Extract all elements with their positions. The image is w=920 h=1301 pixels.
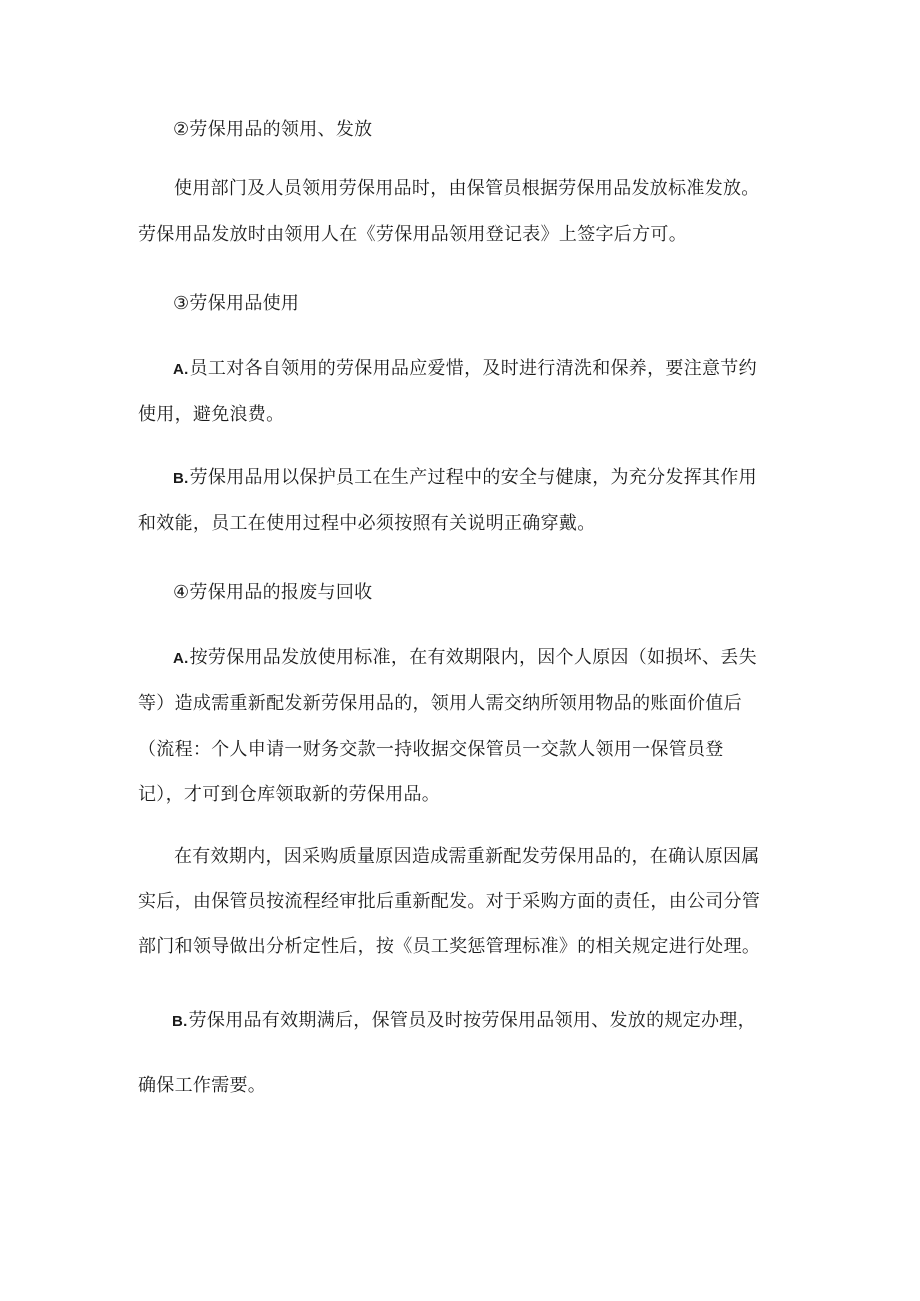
item-text: 劳保用品有效期满后，保管员及时按劳保用品领用、发放的规定办理， <box>188 1010 756 1031</box>
sec4-para-line-2: 实后，由保管员按流程经审批后重新配发。对于采购方面的责任，由公司分管 <box>138 891 761 912</box>
sec2-para-line-2: 劳保用品发放时由领用人在《劳保用品领用登记表》上签字后方可。 <box>138 224 687 245</box>
sec4-item-a-line-2: 等）造成需重新配发新劳保用品的，领用人需交纳所领用物品的账面价值后 <box>138 693 742 714</box>
sec3-item-b-line-1 <box>173 466 757 491</box>
sec4-para-line-3: 部门和领导做出分析定性后，按《员工奖惩管理标准》的相关规定进行处理。 <box>138 936 761 957</box>
item-text: 劳保用品用以保护员工在生产过程中的安全与健康，为充分发挥其作用 <box>189 467 757 488</box>
item-marker: A. <box>173 361 189 378</box>
section-3-heading: ③劳保用品使用 <box>173 293 300 314</box>
sec3-item-b-line-2: 和效能，员工在使用过程中必须按照有关说明正确穿戴。 <box>138 513 596 534</box>
sec3-item-a-line-2: 使用，避免浪费。 <box>138 404 285 425</box>
sec4-item-b-line-2: 确保工作需要。 <box>138 1075 267 1096</box>
sec2-para-line-1: 使用部门及人员领用劳保用品时，由保管员根据劳保用品发放标准发放。 <box>174 178 760 199</box>
section-4-heading: ④劳保用品的报废与回收 <box>173 582 373 603</box>
sec4-item-a-line-4: 记），才可到仓库领取新的劳保用品。 <box>138 784 441 805</box>
item-marker: A. <box>173 650 189 667</box>
item-text: 按劳保用品发放使用标准，在有效期限内，因个人原因（如损坏、丢失 <box>189 647 757 668</box>
item-marker: B. <box>172 1013 188 1030</box>
sec3-item-a-line-1 <box>173 357 757 382</box>
sec4-item-b-line-1 <box>172 1009 756 1034</box>
sec4-item-a-line-3: （流程：个人申请一财务交款一持收据交保管员一交款人领用一保管员登 <box>138 739 724 760</box>
item-marker: B. <box>173 470 189 487</box>
section-2-heading: ②劳保用品的领用、发放 <box>173 119 373 140</box>
sec4-item-a-line-1 <box>173 646 757 671</box>
item-text: 员工对各自领用的劳保用品应爱惜，及时进行清洗和保养，要注意节约 <box>189 358 757 379</box>
sec4-para-line-1: 在有效期内，因采购质量原因造成需重新配发劳保用品的，在确认原因属 <box>174 846 760 867</box>
